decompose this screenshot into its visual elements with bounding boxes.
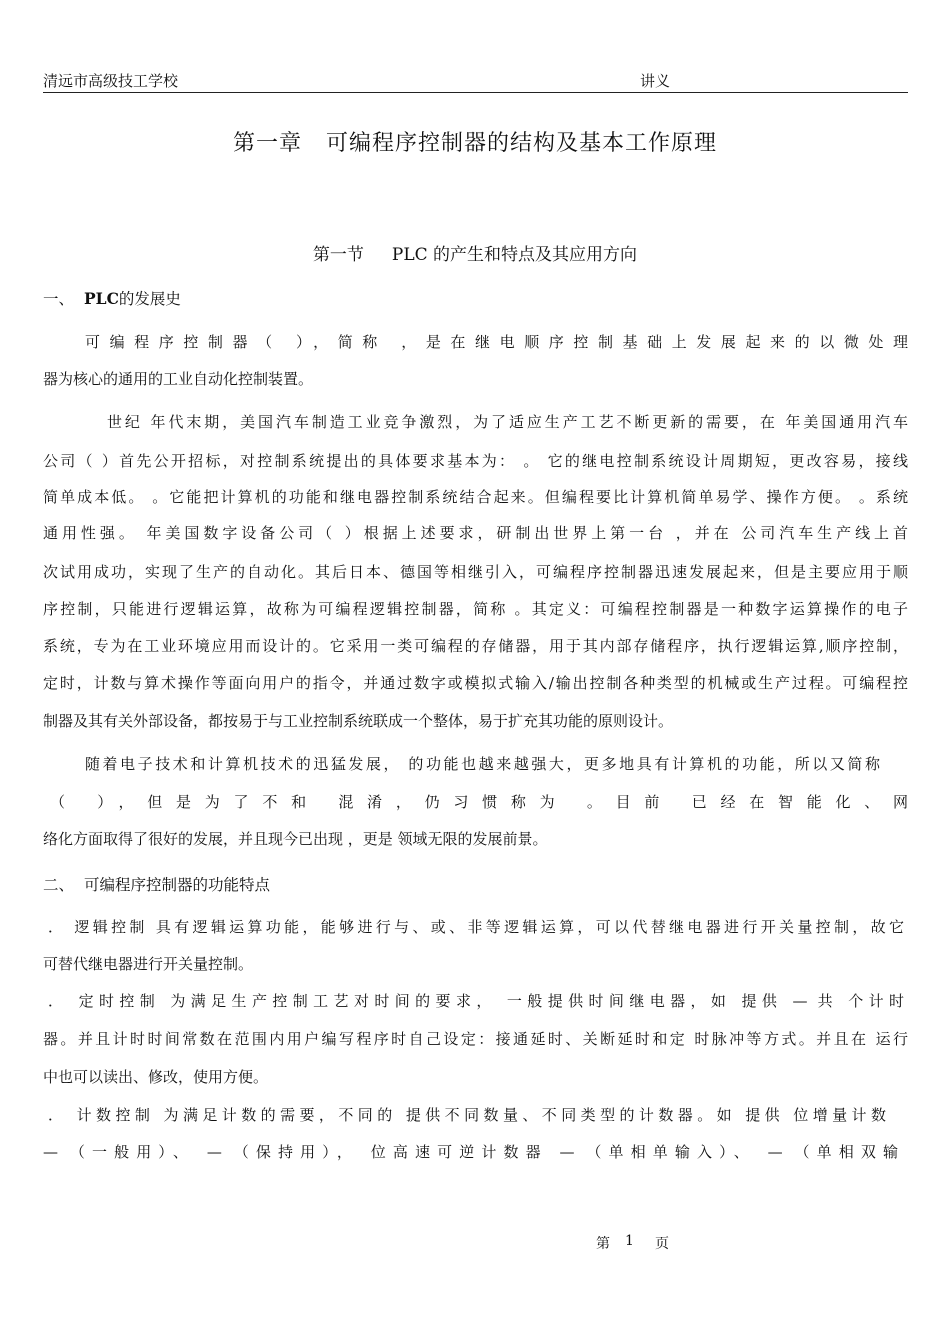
paragraph-line: 络化方面取得了很好的发展，并且现今已出现 ，更是 领域无限的发展前景。 [43, 830, 548, 848]
section-title [0, 240, 950, 265]
paragraph-line: 序控制，只能进行逻辑运算，故称为可编程逻辑控制器，简称 。其定义：可编程控制器是一种数字运算操作的电子 [43, 600, 908, 618]
paragraph-line: 器为核心的通用的工业自动化控制装置。 [43, 370, 314, 388]
heading-history: 一、 PLC的发展史 [43, 289, 181, 308]
paragraph-line: — （一般用）、 — （保持用）， 位高速可逆计数器 — （单相单输入）、 — （单相双输 [43, 1143, 898, 1161]
paragraph-line: 公司（ ）首先公开招标，对控制系统提出的具体要求基本为： 。 它的继电控制系统设计周期短，更改容易，接线 [43, 452, 908, 470]
chapter-number: 第一章 [232, 131, 302, 156]
chapter-title [0, 126, 950, 157]
paragraph-line: 定时，计数与算术操作等面向用户的指令，并通过数字或模拟式输入/输出控制各种类型的机械或生产过程。可编程控 [43, 674, 908, 692]
section-name: PLC 的产生和特点及其应用方向 [391, 245, 638, 265]
paragraph-line: 系统，专为在工业环境应用而设计的。它采用一类可编程的存储器，用于其内部存储程序，执行逻辑运算,顺序控制， [43, 637, 908, 655]
paragraph-line: 通用性强。 年美国数字设备公司（ ）根据上述要求，研制出世界上第一台 ，并在 公司汽车生产线上首 [43, 524, 908, 542]
paragraph-line: 次试用成功，实现了生产的自动化。其后日本、德国等相继引入，可编程序控制器迅速发展起来，但是主要应用于顺 [43, 563, 908, 581]
footer-prefix: 第 [596, 1236, 610, 1252]
paragraph-line: （ ），但是为了不和 混淆，仍习惯称为 。目前 已经在智能化、网 [50, 793, 908, 811]
paragraph-line: ． 定时控制 为满足生产控制工艺对时间的要求， 一般提供时间继电器，如 提供 — 共 个计时 [48, 992, 904, 1010]
chapter-name: 可编程序控制器的结构及基本工作原理 [326, 131, 718, 156]
paragraph-line: 中也可以读出、修改，使用方便。 [43, 1068, 269, 1086]
page-header [43, 70, 908, 93]
paragraph-line: 世纪 年代末期，美国汽车制造工业竞争激烈，为了适应生产工艺不断更新的需要，在 年美国通用汽车 [107, 413, 908, 431]
paragraph-line: 制器及其有关外部设备，都按易于与工业控制系统联成一个整体，易于扩充其功能的原则设计。 [43, 712, 674, 730]
header-doc-type: 讲义 [640, 72, 671, 90]
paragraph-line: 器。并且计时时间常数在范围内用户编写程序时自己设定：接通延时、关断延时和定 时脉冲等方式。并且在 运行 [43, 1030, 908, 1048]
paragraph-line: ． 逻辑控制 具有逻辑运算功能，能够进行与、或、非等逻辑运算，可以代替继电器进行开关量控制，故它 [48, 918, 904, 936]
footer-suffix: 页 [655, 1236, 669, 1252]
section-number: 第一节 [312, 245, 364, 265]
header-school: 清远市高级技工学校 [43, 72, 179, 90]
page-number: 1 [625, 1233, 634, 1249]
paragraph-line: 简单成本低。 。它能把计算机的功能和继电器控制系统结合起来。但编程要比计算机简单易学、操作方便。 。系统 [43, 488, 908, 506]
paragraph-line: 随着电子技术和计算机技术的迅猛发展， 的功能也越来越强大，更多地具有计算机的功能，所以又简称 [85, 755, 880, 773]
paragraph-line: 可替代继电器进行开关量控制。 [43, 955, 254, 973]
paragraph-line: ． 计数控制 为满足计数的需要，不同的 提供不同数量、不同类型的计数器。如 提供 位增量计数 [48, 1106, 886, 1124]
heading-features: 二、 可编程序控制器的功能特点 [43, 876, 271, 894]
paragraph-line: 可编程序控制器（ ），简称 ，是在继电顺序控制基础上发展起来的以微处理 [85, 333, 908, 351]
